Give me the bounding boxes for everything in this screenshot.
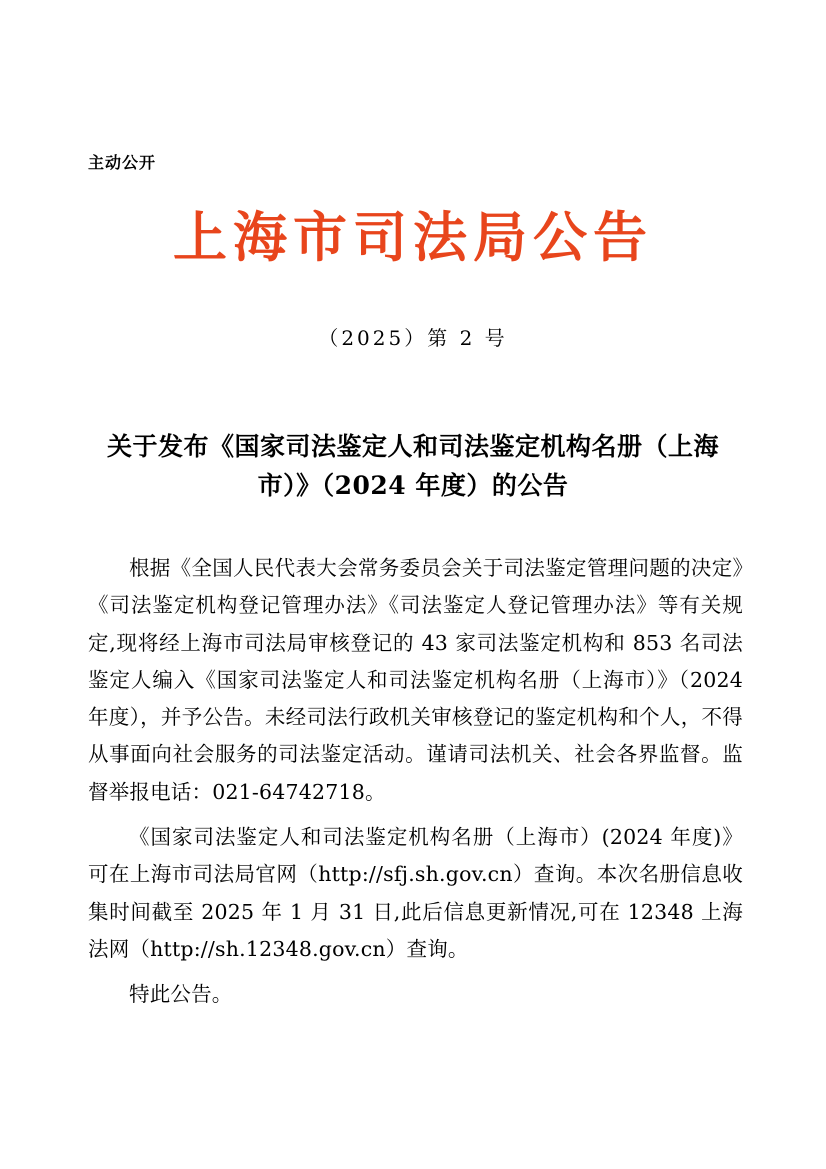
body-paragraph: 《国家司法鉴定人和司法鉴定机构名册（上海市）(2024 年度)》可在上海市司法局官网（http://sfj.sh.gov.cn）查询。本次名册信息收集时间截至 2025 年 1 月 31 日,此后信息更新情况,可在 12348 上海法网（http://sh.12348.gov.cn）查询。	[88, 825, 743, 961]
body-paragraph: 根据《全国人民代表大会常务委员会关于司法鉴定管理问题的决定》《司法鉴定机构登记管理办法》《司法鉴定人登记管理办法》等有关规定,现将经上海市司法局审核登记的 43 家司法鉴定机构和 853 名司法鉴定人编入《国家司法鉴定人和司法鉴定机构名册（上海市）》（2024 年度），并予公告。未经司法行政机关审核登记的鉴定机构和个人，不得从事面向社会服务的司法鉴定活动。谨请司法机关、社会各界监督。监督举报电话：021-64742718。	[88, 556, 743, 804]
body-paragraph: 特此公告。	[129, 982, 233, 1007]
document-number: （2025）第 2 号	[318, 326, 508, 350]
document-subtitle: 关于发布《国家司法鉴定人和司法鉴定机构名册（上海市）》（2024 年度）的公告	[106, 432, 719, 500]
disclosure-label: 主动公开	[88, 153, 157, 172]
document-body	[88, 550, 743, 1014]
page-title: 上海市司法局公告	[173, 205, 653, 269]
